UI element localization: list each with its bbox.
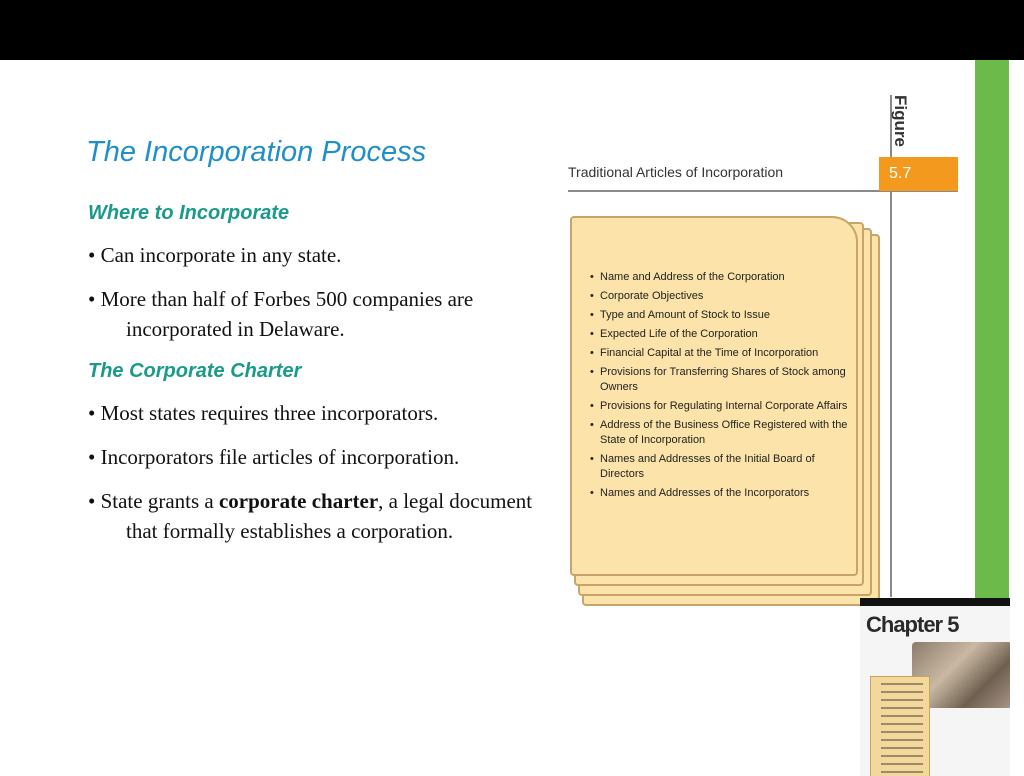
charter-prefix: • State grants a <box>88 489 219 513</box>
cover-checklist-graphic <box>870 676 930 776</box>
book-cover-thumbnail <box>860 598 1010 776</box>
list-item: • Financial Capital at the Time of Incorporation <box>590 346 850 361</box>
bullet-corporate-charter <box>88 486 568 546</box>
top-bar <box>0 0 1024 60</box>
list-item: • Names and Addresses of the Initial Board of Directors <box>590 452 850 482</box>
list-item: • Name and Address of the Corporation <box>590 270 850 285</box>
bullet-file-articles: • Incorporators file articles of incorporation. <box>88 445 460 469</box>
articles-list <box>590 270 850 505</box>
figure-label-text: Figure <box>890 95 910 147</box>
cover-title: Chapter 5 <box>866 612 959 637</box>
figure-label <box>880 97 920 151</box>
list-item: • Names and Addresses of the Incorporators <box>590 486 850 501</box>
charter-bold-term: corporate charter <box>218 489 379 513</box>
charter-suffix: , a legal document that formally establishes a corporation. <box>126 489 533 543</box>
green-side-bar <box>975 60 1009 598</box>
slide-body <box>88 200 568 560</box>
figure-number: 5.7 <box>879 157 958 191</box>
section-heading-charter: The Corporate Charter <box>88 360 302 382</box>
figure-title: Traditional Articles of Incorporation <box>568 164 784 180</box>
list-item: • Expected Life of the Corporation <box>590 327 850 342</box>
bullet-any-state: • Can incorporate in any state. <box>88 243 342 267</box>
bullet-delaware: • More than half of Forbes 500 companies are incorporated in Delaware. <box>88 287 474 341</box>
list-item: • Corporate Objectives <box>590 289 850 304</box>
bullet-incorporators: • Most states requires three incorporators. <box>88 401 439 425</box>
list-item: • Provisions for Transferring Shares of Stock among Owners <box>590 365 850 395</box>
slide-title: The Incorporation Process <box>86 136 427 168</box>
list-item: • Type and Amount of Stock to Issue <box>590 308 850 323</box>
section-heading-where: Where to Incorporate <box>88 202 290 224</box>
list-item: • Address of the Business Office Registered with the State of Incorporation <box>590 418 850 448</box>
list-item: • Provisions for Regulating Internal Corporate Affairs <box>590 399 850 414</box>
